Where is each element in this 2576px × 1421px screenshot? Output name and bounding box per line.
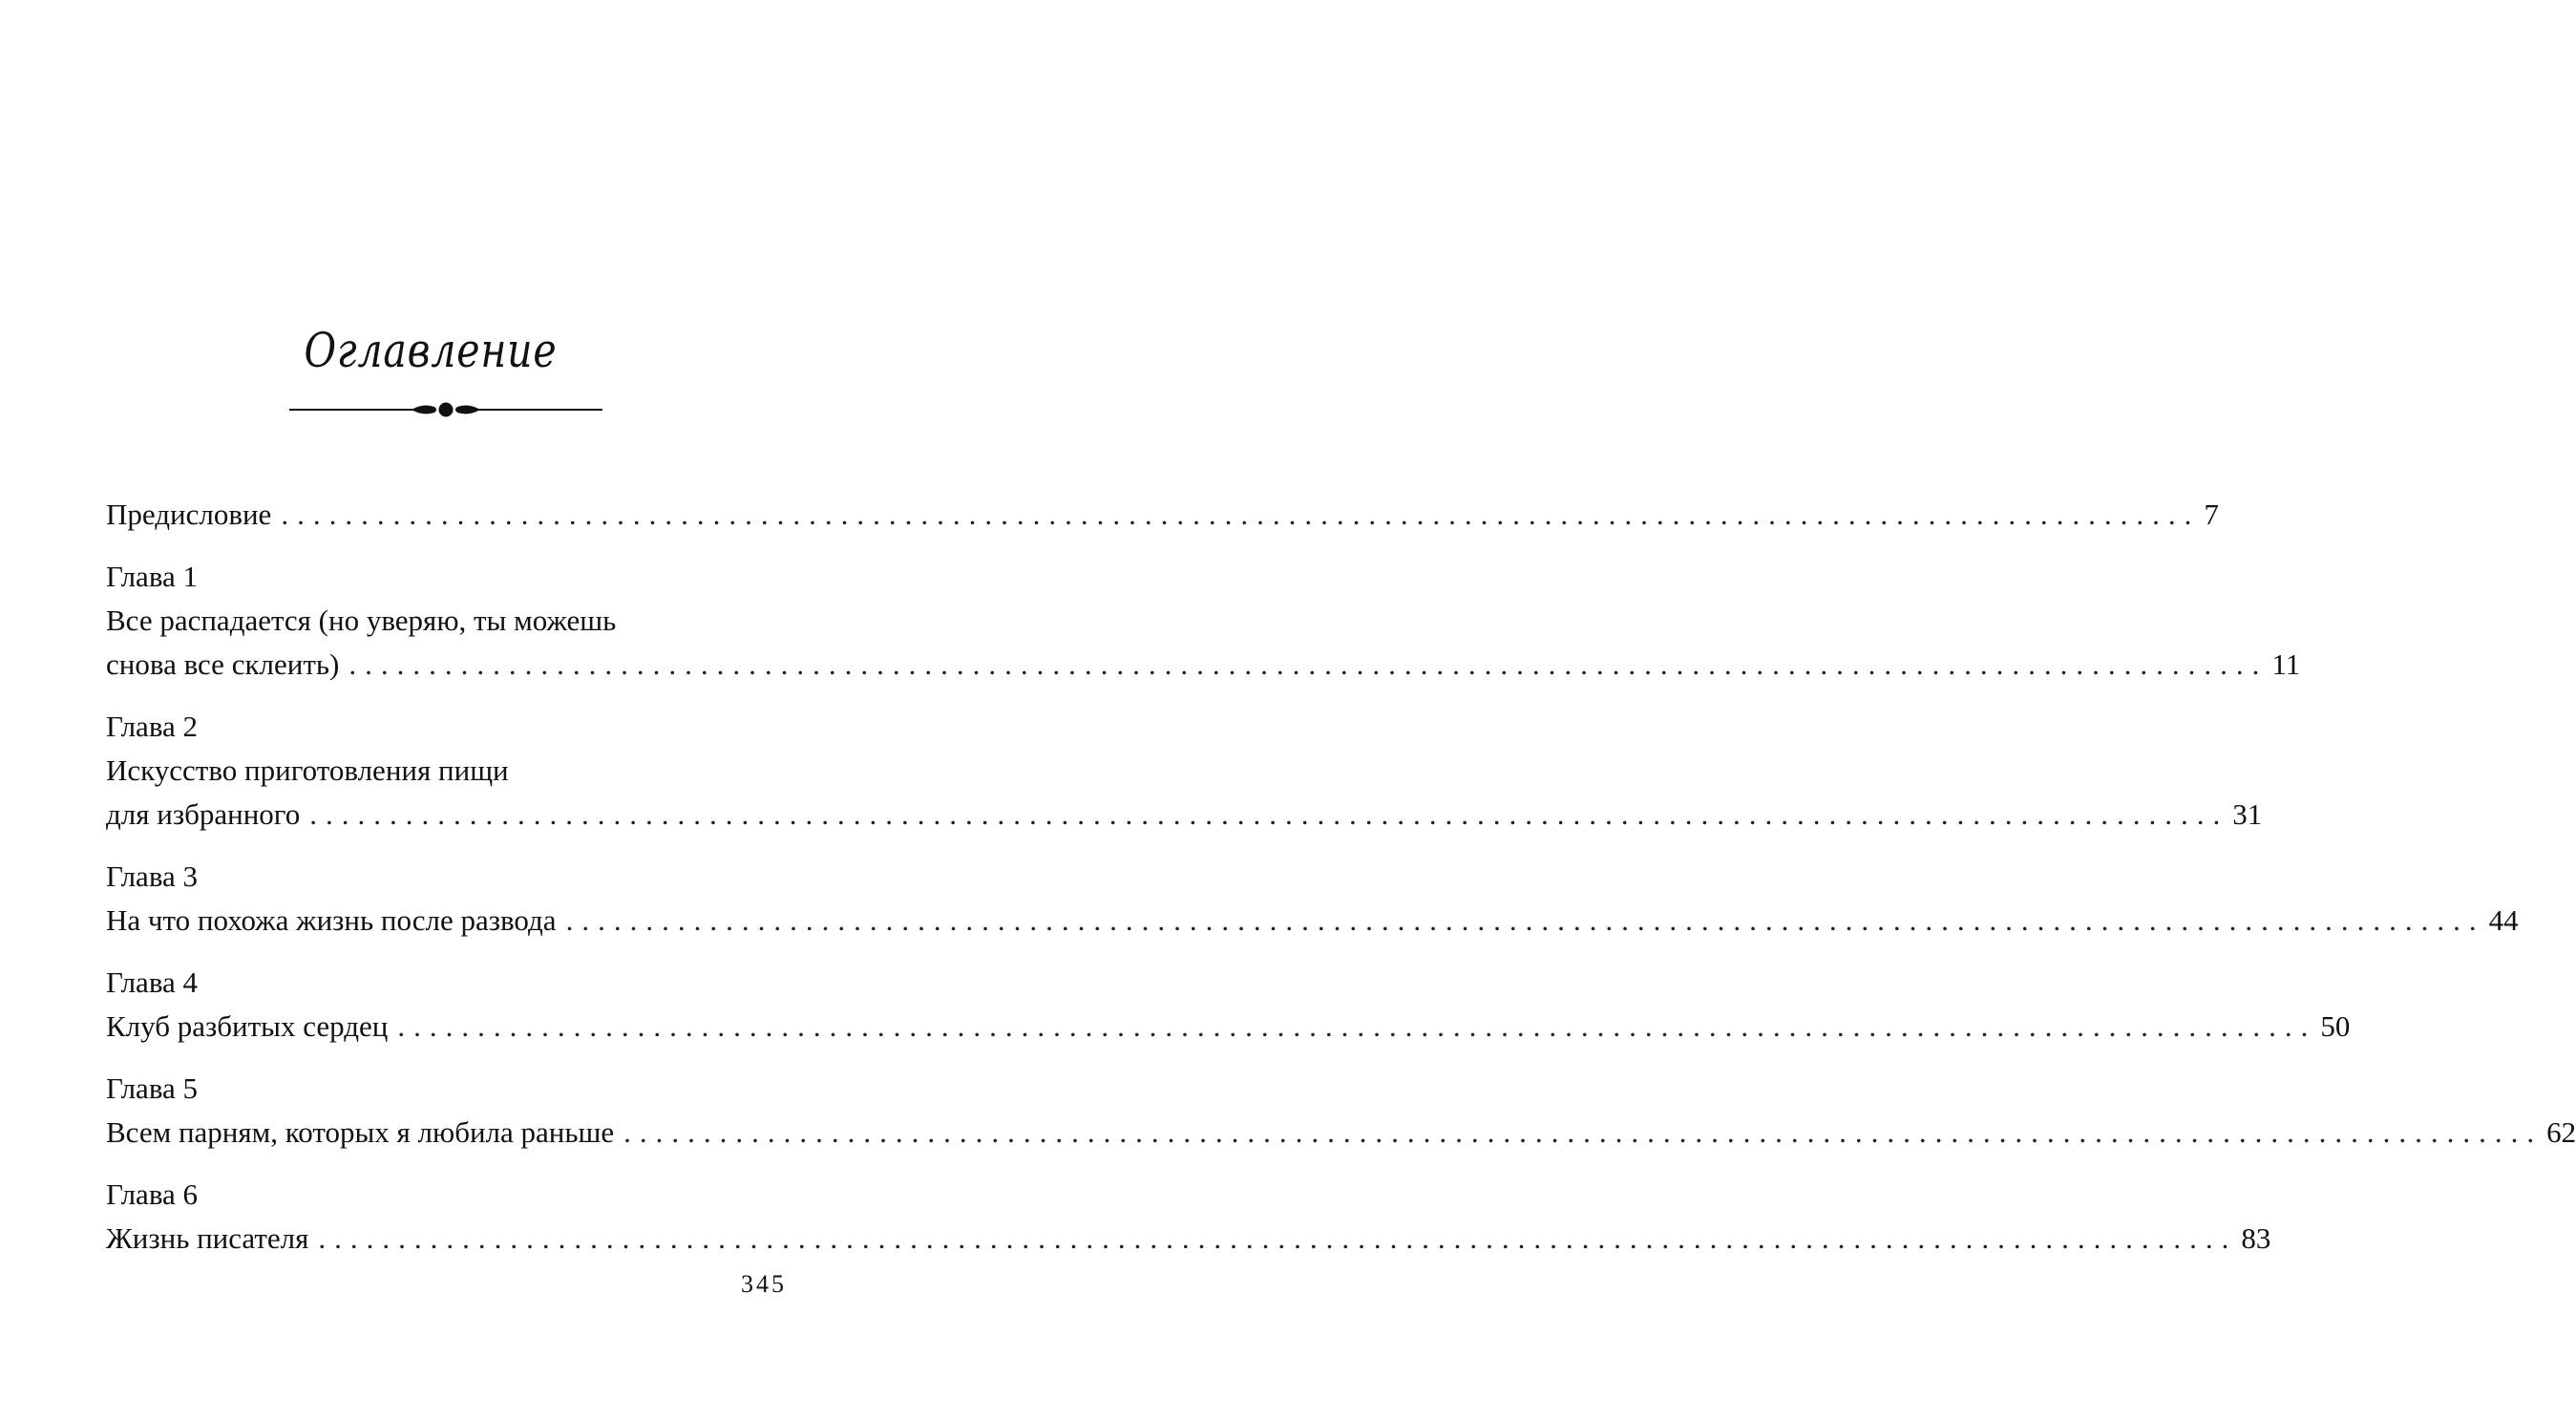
chapter-label: Глава 1 [106, 560, 199, 593]
toc-leader-line [106, 793, 2263, 837]
chapter-title-line: На что похожа жизнь после развода [106, 903, 557, 937]
chapter-title-line: Всем парням, которых я любила раньше [106, 1115, 615, 1149]
page-ref: 7 [2204, 498, 2219, 531]
toc-leader-line [106, 1005, 2351, 1049]
toc-entry[interactable] [106, 961, 2351, 1049]
dot-leader: ........................................................................................................................ [348, 647, 2269, 681]
chapter-title-line: снова все склеить) [106, 647, 340, 681]
chapter-label: Глава 2 [106, 710, 199, 743]
chapter-title-line: Жизнь писателя [106, 1221, 309, 1255]
chapter-title-line: Клуб разбитых сердец [106, 1009, 389, 1043]
toc-leader-line [106, 643, 2301, 687]
toc-leader-line [106, 1111, 2576, 1155]
toc-entry[interactable] [106, 493, 2219, 537]
page-ref: 44 [2488, 903, 2519, 937]
toc-entry[interactable] [106, 1067, 2576, 1155]
dot-leader: ........................................................................................................................ [565, 903, 2485, 937]
chapter-title-line: Искусство приготовления пищи [106, 753, 509, 787]
dot-leader: ........................................................................................................................ [623, 1115, 2544, 1149]
dot-leader: ........................................................................................................................ [281, 498, 2201, 531]
dot-leader: ........................................................................................................................ [318, 1221, 2238, 1255]
page-ref: 62 [2546, 1115, 2576, 1149]
toc-leader-line [106, 1217, 2271, 1261]
toc-entry[interactable] [106, 1173, 2271, 1261]
page-ref: 11 [2271, 647, 2301, 681]
toc-entry[interactable] [106, 555, 2301, 687]
toc-leader-line [106, 493, 2219, 537]
page-ref: 50 [2320, 1009, 2351, 1043]
chapter-label: Глава 3 [106, 859, 199, 893]
ornament-divider-icon [289, 395, 602, 424]
chapter-title-line: для избранного [106, 797, 301, 831]
chapter-title-line: Все распадается (но уверяю, ты можешь [106, 604, 617, 637]
toc-entry[interactable] [106, 855, 2519, 943]
chapter-label: Глава 5 [106, 1071, 199, 1105]
page-number: 345 [741, 1270, 787, 1298]
page-ref: 31 [2232, 797, 2263, 831]
dot-leader: ........................................................................................................................ [397, 1009, 2317, 1043]
chapter-title-line: Предисловие [106, 498, 272, 531]
toc-leader-line [106, 899, 2519, 943]
chapter-label: Глава 4 [106, 965, 199, 999]
toc-entry[interactable] [106, 705, 2263, 837]
page-ref: 83 [2241, 1221, 2271, 1255]
chapter-label: Глава 6 [106, 1177, 199, 1211]
table-of-contents [106, 493, 2576, 1261]
dot-leader: ........................................................................................................................ [309, 797, 2229, 831]
page-title: Оглавление [304, 323, 558, 378]
